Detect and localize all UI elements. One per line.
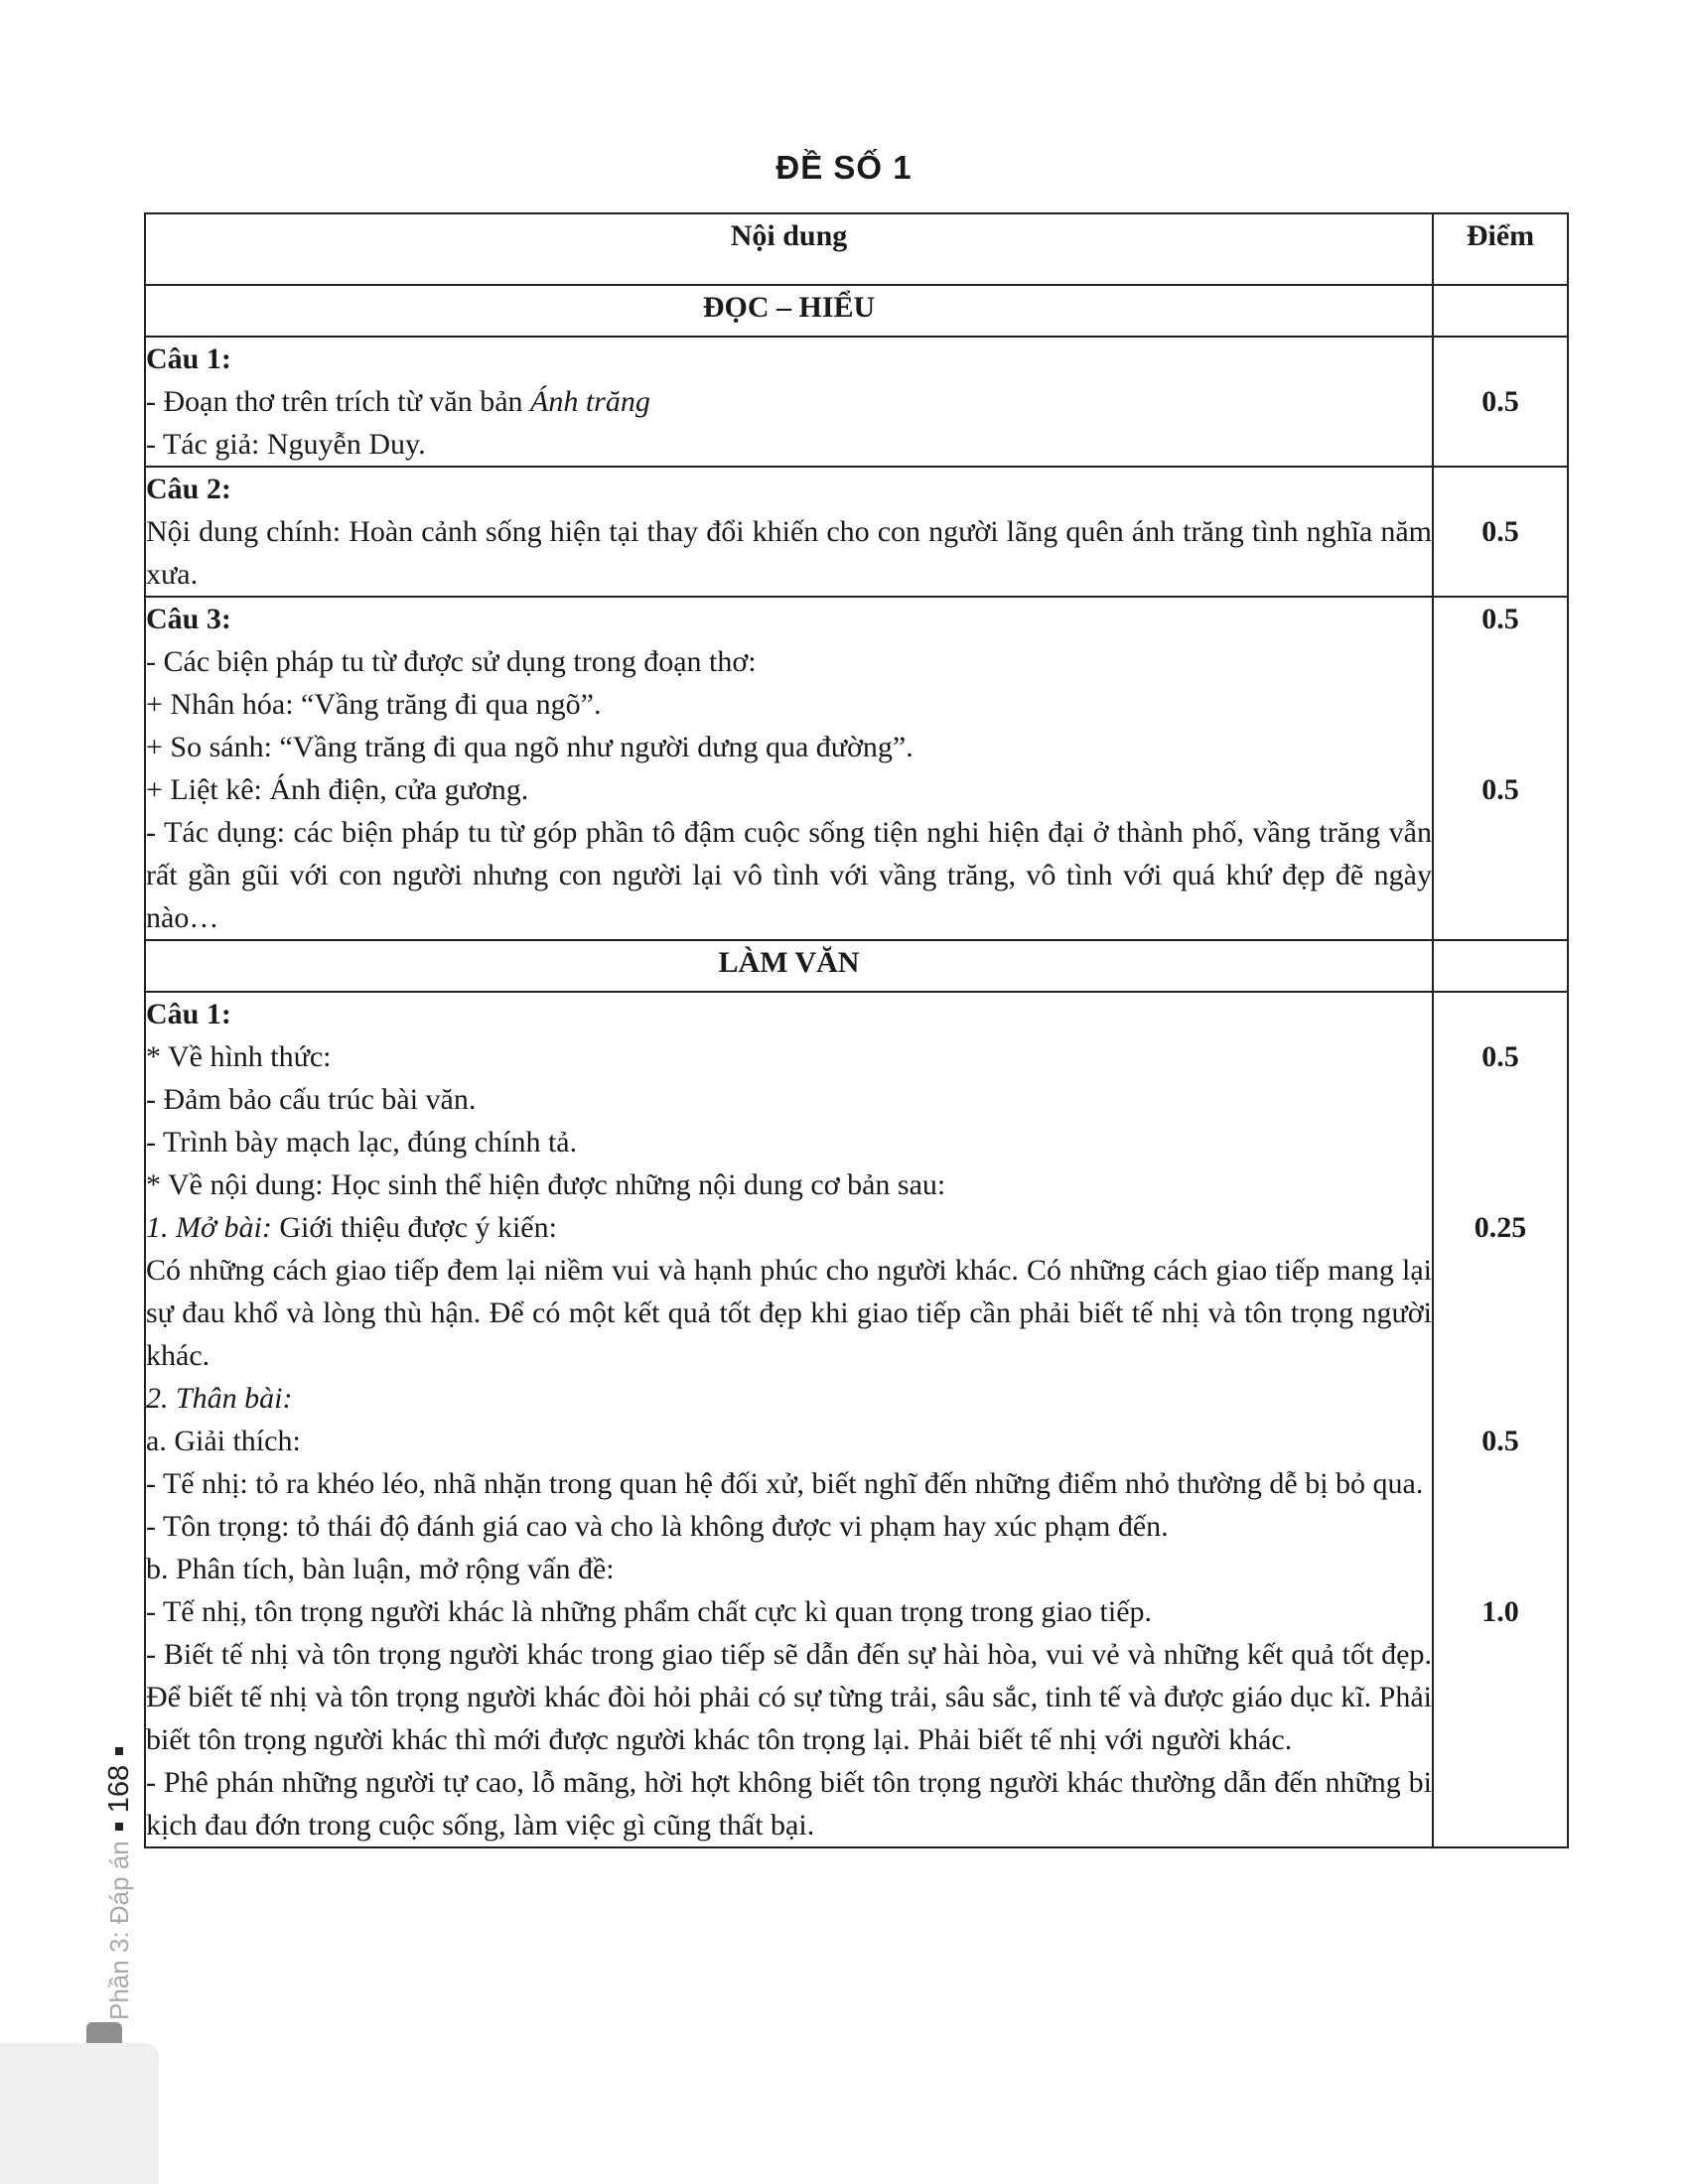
lv1-line8: a. Giải thích:	[146, 1425, 301, 1457]
header-content: Nội dung	[145, 213, 1433, 285]
lv1-intro	[146, 1206, 1432, 1249]
q2-heading: Câu 2:	[146, 473, 231, 505]
q3-line1: - Các biện pháp tu từ được sử dụng trong đoạn thơ:	[146, 645, 757, 678]
lv1-line10: - Tôn trọng: tỏ thái độ đánh giá cao và cho là không được vi phạm hay xúc phạm đến.	[146, 1510, 1169, 1543]
lv1-score4: 1.0	[1481, 1595, 1519, 1628]
table-row-lv1	[145, 992, 1568, 1847]
page-side-footer	[66, 1732, 145, 2020]
lv1-heading: Câu 1:	[146, 998, 231, 1030]
q3-score-cell	[1433, 597, 1568, 940]
lv1-content	[145, 992, 1433, 1847]
q2-score-cell	[1433, 467, 1568, 597]
q2-text: Nội dung chính: Hoàn cảnh sống hiện tại thay đổi khiến cho con người lãng quên ánh trăng tình nghĩa năm xưa.	[146, 515, 1432, 591]
section-score-empty	[1433, 285, 1568, 337]
answer-table	[144, 212, 1569, 1848]
q3-heading: Câu 3:	[146, 603, 231, 635]
lv1-line2: - Đảm bảo cấu trúc bài văn.	[146, 1083, 477, 1116]
q3-line4: + Liệt kê: Ánh điện, cửa gương.	[146, 773, 529, 806]
page-corner-tab	[0, 2043, 159, 2184]
page-number: 168	[102, 1764, 135, 1814]
lv1-form-heading: * Về hình thức:	[146, 1040, 332, 1073]
q1-line2: - Tác giả: Nguyễn Duy.	[146, 428, 426, 461]
lv1-line3: - Trình bày mạch lạc, đúng chính tả.	[146, 1126, 578, 1159]
section-row-doc-hieu	[145, 285, 1568, 337]
lv1-score1: 0.5	[1481, 1040, 1519, 1073]
lv1-line12: - Tế nhị, tôn trọng người khác là những phẩm chất cực kì quan trọng trong giao tiếp.	[146, 1595, 1153, 1628]
q3-score2: 0.5	[1481, 773, 1519, 806]
q2-content	[145, 467, 1433, 597]
table-row-q3	[145, 597, 1568, 940]
bullet-dot-icon	[115, 1747, 123, 1755]
lv1-line11: b. Phân tích, bàn luận, mở rộng vấn đề:	[146, 1553, 615, 1585]
q3-line2: + Nhân hóa: “Vầng trăng đi qua ngõ”.	[146, 688, 602, 721]
lv1-score2: 0.25	[1474, 1211, 1527, 1244]
section-score-empty-2	[1433, 940, 1568, 992]
lv1-line9: - Tế nhị: tỏ ra khéo léo, nhã nhặn trong quan hệ đối xử, biết nghĩ đến những điểm nhỏ thường dễ bị bỏ qua.	[146, 1467, 1424, 1500]
table-row-q2	[145, 467, 1568, 597]
lv1-body-label: 2. Thân bài:	[146, 1382, 293, 1415]
lv1-line6: Có những cách giao tiếp đem lại niềm vui và hạnh phúc cho người khác. Có những cách giao tiếp mang lại sự đau khổ và lòng thù hận. Để có một kết quả tốt đẹp khi giao tiếp cần phải biết tế nhị và tôn trọng người khác.	[146, 1254, 1432, 1372]
lv1-line14: - Phê phán những người tự cao, lỗ mãng, hời hợt không biết tôn trọng người khác thường dẫn đến những bi kịch đau đớn trong cuộc sống, làm việc gì cũng thất bại.	[146, 1766, 1432, 1842]
section-title-doc-hieu: ĐỌC – HIỂU	[145, 285, 1433, 337]
q1-line1	[146, 380, 1432, 423]
section-title-lam-van: LÀM VĂN	[145, 940, 1433, 992]
lv1-score-cell	[1433, 992, 1568, 1847]
page-title: ĐỀ SỐ 1	[775, 149, 913, 186]
table-row-q1	[145, 337, 1568, 467]
q1-score: 0.5	[1481, 385, 1519, 418]
q3-line3: + So sánh: “Vầng trăng đi qua ngõ như người dưng qua đường”.	[146, 731, 914, 763]
q3-score1: 0.5	[1481, 603, 1519, 635]
q1-line1-prefix: - Đoạn thơ trên trích từ văn bản	[146, 385, 531, 418]
section-row-lam-van	[145, 940, 1568, 992]
lv1-intro-rest: Giới thiệu được ý kiến:	[271, 1211, 557, 1244]
q3-line5: - Tác dụng: các biện pháp tu từ góp phần tô đậm cuộc sống tiện nghi hiện đại ở thành phố, vầng trăng vẫn rất gần gũi với con người nhưng con người lại vô tình với vầng trăng, vô tình với quá khứ đẹp đẽ ngày nào…	[146, 816, 1432, 934]
q1-work-title: Ánh trăng	[530, 385, 650, 418]
q1-content	[145, 337, 1433, 467]
section-label: Phần 3: Đáp án	[103, 1841, 134, 2020]
lv1-score3: 0.5	[1481, 1425, 1519, 1457]
lv1-line13: - Biết tế nhị và tôn trọng người khác trong giao tiếp sẽ dẫn đến sự hài hòa, vui vẻ và những kết quả tốt đẹp. Để biết tế nhị và tôn trọng người khác đòi hỏi phải có sự từng trải, sâu sắc, tinh tế và được giáo dục kĩ. Phải biết tôn trọng người khác thì mới được người khác tôn trọng lại. Phải biết tế nhị với người khác.	[146, 1638, 1432, 1756]
table-header-row	[145, 213, 1568, 285]
q3-content	[145, 597, 1433, 940]
lv1-content-heading: * Về nội dung: Học sinh thể hiện được những nội dung cơ bản sau:	[146, 1168, 946, 1201]
lv1-intro-label: 1. Mở bài:	[146, 1211, 272, 1244]
q2-score: 0.5	[1481, 515, 1519, 548]
header-score: Điểm	[1433, 213, 1568, 285]
q1-heading: Câu 1:	[146, 342, 231, 375]
q1-score-cell	[1433, 337, 1568, 467]
bullet-dot-icon	[115, 1823, 123, 1831]
